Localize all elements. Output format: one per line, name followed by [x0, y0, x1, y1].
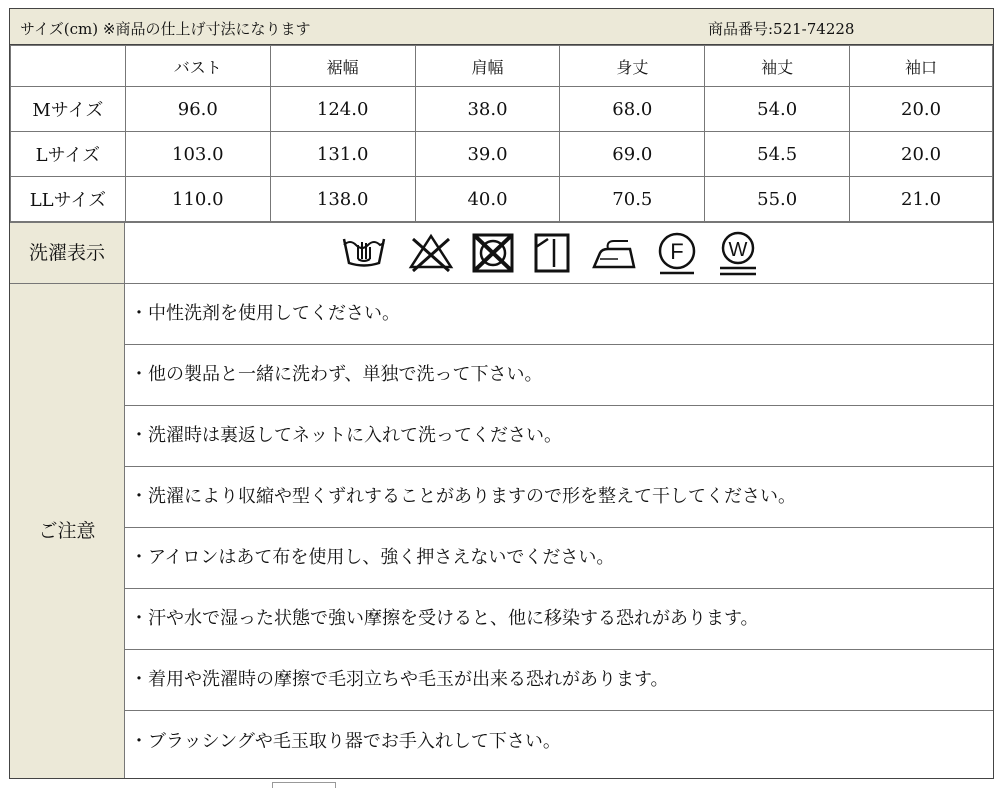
- table-cell: 39.0: [415, 132, 560, 177]
- list-item: ・中性洗剤を使用してください。: [125, 284, 993, 345]
- table-cell: 103.0: [125, 132, 270, 177]
- table-cell: 40.0: [415, 177, 560, 222]
- table-cell: 38.0: [415, 87, 560, 132]
- column-header: 袖丈: [705, 46, 850, 87]
- list-item: ・他の製品と一緒に洗わず、単独で洗って下さい。: [125, 345, 993, 406]
- list-item: ・アイロンはあて布を使用し、強く押さえないでください。: [125, 528, 993, 589]
- column-header: 裾幅: [270, 46, 415, 87]
- table-cell: 138.0: [270, 177, 415, 222]
- list-item: ・洗濯により収縮や型くずれすることがありますので形を整えて干してください。: [125, 467, 993, 528]
- column-header: 身丈: [560, 46, 705, 87]
- line-dry-icon: [532, 231, 572, 277]
- table-cell: 54.0: [705, 87, 850, 132]
- column-header: 袖口: [850, 46, 993, 87]
- table-cell: 21.0: [850, 177, 993, 222]
- sheet-header: [10, 9, 993, 45]
- list-item: ・洗濯時は裏返してネットに入れて洗ってください。: [125, 406, 993, 467]
- size-table: [10, 45, 993, 222]
- list-item: ・着用や洗濯時の摩擦で毛羽立ちや毛玉が出来る恐れがあります。: [125, 650, 993, 711]
- column-header: 肩幅: [415, 46, 560, 87]
- row-label: LLサイズ: [11, 177, 126, 222]
- scroll-stub: [272, 782, 336, 788]
- table-row: [11, 87, 993, 132]
- table-cell: 55.0: [705, 177, 850, 222]
- table-cell: 124.0: [270, 87, 415, 132]
- table-cell: 69.0: [560, 132, 705, 177]
- row-label: Mサイズ: [11, 87, 126, 132]
- wash-care-label: 洗濯表示: [10, 223, 125, 283]
- table-cell: 68.0: [560, 87, 705, 132]
- column-header: バスト: [125, 46, 270, 87]
- dry-clean-f-icon: [654, 231, 700, 277]
- size-title: サイズ(cm) ※商品の仕上げ寸法になります: [20, 20, 311, 38]
- size-table-header-row: [11, 46, 993, 87]
- table-row: [11, 177, 993, 222]
- table-cell: 70.5: [560, 177, 705, 222]
- no-bleach-icon: [408, 231, 454, 277]
- caution-label: ご注意: [10, 284, 125, 778]
- svg-text:F: F: [670, 239, 684, 264]
- row-label: Lサイズ: [11, 132, 126, 177]
- hand-wash-30-icon: [340, 231, 388, 277]
- product-number: 商品番号:521-74228: [708, 20, 855, 38]
- list-item: ・汗や水で湿った状態で強い摩擦を受けると、他に移染する恐れがあります。: [125, 589, 993, 650]
- table-cell: 54.5: [705, 132, 850, 177]
- corner-cell: [11, 46, 126, 87]
- table-cell: 20.0: [850, 87, 993, 132]
- size-care-sheet: [9, 8, 994, 779]
- table-cell: 96.0: [125, 87, 270, 132]
- list-item: ・ブラッシングや毛玉取り器でお手入れして下さい。: [130, 731, 561, 752]
- table-cell: 110.0: [125, 177, 270, 222]
- wash-care-row: [10, 222, 993, 284]
- iron-low-icon: [590, 231, 638, 277]
- no-tumble-dry-icon: [470, 231, 516, 277]
- table-cell: 20.0: [850, 132, 993, 177]
- wet-clean-w-icon: [714, 231, 762, 277]
- svg-text:W: W: [728, 239, 748, 261]
- table-row: [11, 132, 993, 177]
- table-cell: 131.0: [270, 132, 415, 177]
- caution-list: [125, 284, 993, 775]
